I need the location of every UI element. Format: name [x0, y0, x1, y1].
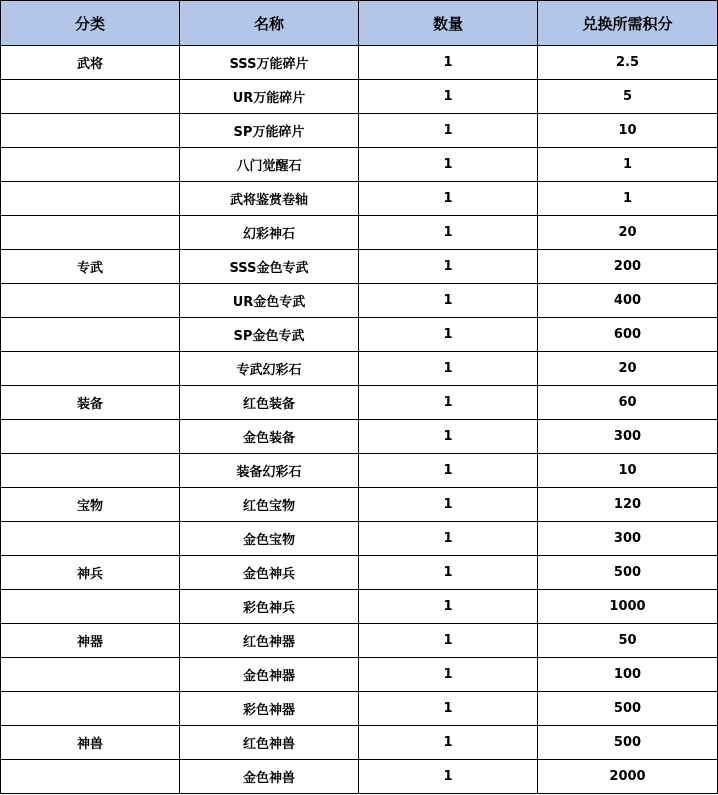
quantity-cell: 1 [359, 556, 538, 590]
category-cell [1, 658, 180, 692]
points-cell: 2000 [538, 760, 718, 794]
header-points: 兑换所需积分 [538, 1, 718, 46]
table-row [1, 216, 718, 250]
name-cell: 金色神兵 [180, 556, 359, 590]
points-cell: 5 [538, 80, 718, 114]
quantity-cell: 1 [359, 318, 538, 352]
quantity-cell: 1 [359, 114, 538, 148]
table-row [1, 420, 718, 454]
points-cell: 300 [538, 420, 718, 454]
table-row [1, 148, 718, 182]
quantity-cell: 1 [359, 250, 538, 284]
points-cell: 1 [538, 182, 718, 216]
table-row [1, 352, 718, 386]
header-quantity: 数量 [359, 1, 538, 46]
points-cell: 500 [538, 726, 718, 760]
name-cell: 红色神器 [180, 624, 359, 658]
name-cell: SP万能碎片 [180, 114, 359, 148]
points-cell: 1 [538, 148, 718, 182]
header-category: 分类 [1, 1, 180, 46]
category-cell [1, 760, 180, 794]
name-cell: SSS万能碎片 [180, 46, 359, 80]
category-cell: 宝物 [1, 488, 180, 522]
quantity-cell: 1 [359, 624, 538, 658]
table-row [1, 114, 718, 148]
category-cell [1, 318, 180, 352]
name-cell: 红色装备 [180, 386, 359, 420]
points-cell: 600 [538, 318, 718, 352]
name-cell: 专武幻彩石 [180, 352, 359, 386]
table-row [1, 454, 718, 488]
table-row [1, 80, 718, 114]
name-cell: 金色神器 [180, 658, 359, 692]
table-row [1, 488, 718, 522]
quantity-cell: 1 [359, 148, 538, 182]
name-cell: SP金色专武 [180, 318, 359, 352]
quantity-cell: 1 [359, 352, 538, 386]
name-cell: 武将鉴赏卷轴 [180, 182, 359, 216]
category-cell [1, 114, 180, 148]
quantity-cell: 1 [359, 386, 538, 420]
table-row [1, 284, 718, 318]
category-cell [1, 692, 180, 726]
table-row [1, 556, 718, 590]
quantity-cell: 1 [359, 454, 538, 488]
points-cell: 500 [538, 692, 718, 726]
quantity-cell: 1 [359, 420, 538, 454]
name-cell: UR金色专武 [180, 284, 359, 318]
quantity-cell: 1 [359, 658, 538, 692]
quantity-cell: 1 [359, 80, 538, 114]
category-cell: 武将 [1, 46, 180, 80]
category-cell: 专武 [1, 250, 180, 284]
quantity-cell: 1 [359, 488, 538, 522]
table-row [1, 522, 718, 556]
name-cell: 彩色神器 [180, 692, 359, 726]
name-cell: 红色宝物 [180, 488, 359, 522]
category-cell [1, 522, 180, 556]
quantity-cell: 1 [359, 590, 538, 624]
category-cell [1, 352, 180, 386]
quantity-cell: 1 [359, 216, 538, 250]
points-cell: 2.5 [538, 46, 718, 80]
header-row [1, 1, 718, 46]
points-cell: 10 [538, 114, 718, 148]
table-row [1, 624, 718, 658]
name-cell: 装备幻彩石 [180, 454, 359, 488]
category-cell: 装备 [1, 386, 180, 420]
points-cell: 200 [538, 250, 718, 284]
name-cell: 金色宝物 [180, 522, 359, 556]
category-cell [1, 148, 180, 182]
table-header [1, 1, 718, 46]
name-cell: 彩色神兵 [180, 590, 359, 624]
points-cell: 60 [538, 386, 718, 420]
table-row [1, 726, 718, 760]
category-cell [1, 216, 180, 250]
name-cell: SSS金色专武 [180, 250, 359, 284]
table-row [1, 250, 718, 284]
table-row [1, 692, 718, 726]
name-cell: 八门觉醒石 [180, 148, 359, 182]
category-cell [1, 182, 180, 216]
name-cell: 红色神兽 [180, 726, 359, 760]
table-row [1, 318, 718, 352]
name-cell: UR万能碎片 [180, 80, 359, 114]
points-cell: 100 [538, 658, 718, 692]
name-cell: 幻彩神石 [180, 216, 359, 250]
category-cell: 神器 [1, 624, 180, 658]
name-cell: 金色装备 [180, 420, 359, 454]
quantity-cell: 1 [359, 726, 538, 760]
quantity-cell: 1 [359, 46, 538, 80]
points-cell: 400 [538, 284, 718, 318]
table-row [1, 182, 718, 216]
quantity-cell: 1 [359, 760, 538, 794]
points-cell: 20 [538, 216, 718, 250]
table-row [1, 760, 718, 794]
quantity-cell: 1 [359, 182, 538, 216]
table-row [1, 386, 718, 420]
quantity-cell: 1 [359, 284, 538, 318]
name-cell: 金色神兽 [180, 760, 359, 794]
table-row [1, 658, 718, 692]
category-cell: 神兽 [1, 726, 180, 760]
points-cell: 50 [538, 624, 718, 658]
category-cell [1, 590, 180, 624]
quantity-cell: 1 [359, 692, 538, 726]
points-cell: 300 [538, 522, 718, 556]
table-body [1, 46, 718, 794]
points-cell: 120 [538, 488, 718, 522]
category-cell [1, 80, 180, 114]
category-cell [1, 284, 180, 318]
category-cell [1, 420, 180, 454]
category-cell: 神兵 [1, 556, 180, 590]
points-cell: 1000 [538, 590, 718, 624]
quantity-cell: 1 [359, 522, 538, 556]
table-row [1, 590, 718, 624]
table-row [1, 46, 718, 80]
category-cell [1, 454, 180, 488]
points-cell: 500 [538, 556, 718, 590]
points-cell: 10 [538, 454, 718, 488]
header-name: 名称 [180, 1, 359, 46]
points-cell: 20 [538, 352, 718, 386]
